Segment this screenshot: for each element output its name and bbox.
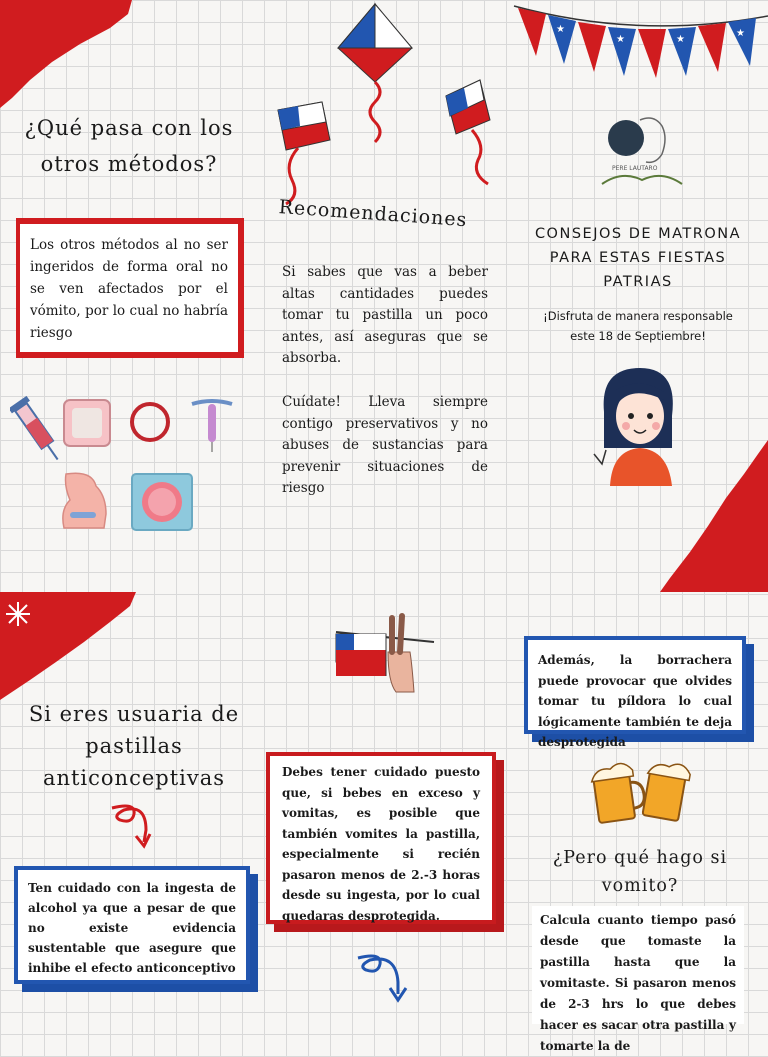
red-brush-splash-bottom-left (0, 592, 136, 702)
recomendaciones-heading: Recomendaciones (278, 196, 469, 232)
vomito-pastilla-text: Debes tener cuidado puesto que, si bebes en exceso y vomitas, es posible que también vomites la pastilla, especialmente si recién pasaron menos de 2.-3 horas desde su ingesta, por lo cual quedaras desprotegida. (282, 765, 480, 923)
svg-text:★: ★ (736, 28, 745, 39)
pastillas-warning-text: Ten cuidado con la ingesta de alcohol ya que a pesar de que no existe evidencia sustentable que asegure que inhibe el efecto anticonceptivo (28, 881, 236, 975)
otros-metodos-box (16, 218, 244, 358)
vaginal-ring-icon (128, 400, 172, 444)
implant-arm-icon (56, 470, 116, 532)
recomendaciones-paragraph-1: Si sabes que vas a beber altas cantidades puedes tomar tu pastilla un poco antes, así aseguras que se absorba. (282, 264, 488, 366)
recomendaciones-paragraph-2: Cuídate! Lleva siempre contigo preservativos y no abuses de sustancias para prevenir situaciones de riesgo (282, 394, 488, 496)
svg-text:★: ★ (676, 34, 685, 45)
red-brush-splash-top-left (0, 0, 140, 110)
section-heading-pastillas: Si eres usuaria de pastillas anticonceptivas (28, 702, 240, 790)
chile-flag-hand-icon (330, 612, 440, 698)
pero-que-hago-box (532, 906, 744, 1053)
pero-que-hago-heading: ¿Pero qué hago si vomito? (552, 848, 728, 896)
section-heading-otros-metodos: ¿Qué pasa con los otros métodos? (24, 116, 234, 176)
borrachera-box (524, 636, 746, 749)
bunting-flags-icon (512, 0, 768, 90)
curly-arrow-icon (352, 950, 412, 1006)
borrachera-text: Además, la borrachera puede provocar que olvides tomar tu píldora lo cual lógicamente también te deja desprotegida (538, 653, 732, 749)
chile-kite-icon (268, 98, 338, 208)
iud-icon (188, 396, 236, 454)
woman-avatar-icon (590, 362, 686, 486)
contraceptive-patch-icon (62, 398, 112, 448)
vomito-pastilla-box (266, 752, 496, 924)
svg-text:★: ★ (616, 34, 625, 45)
pero-que-hago-text: Calcula cuanto tiempo pasó desde que tomaste la pastilla hasta que la vomitaste. Si pasaron menos de 2-3 hrs lo que debes hacer es sacar otra pastilla y tomarte la de (540, 913, 736, 1053)
beer-mugs-icon (590, 756, 694, 826)
brochure-title: CONSEJOS DE MATRONA PARA ESTAS FIESTAS PATRIAS (534, 226, 742, 290)
pastillas-warning-box (14, 866, 250, 984)
sparkle-icon (6, 602, 30, 626)
brochure-subtitle: ¡Disfruta de manera responsable este 18 de Septiembre! (543, 309, 733, 343)
pere-lautaro-logo (596, 104, 686, 196)
chile-kite-icon (440, 76, 510, 186)
svg-text:PERE LAUTARO: PERE LAUTARO (612, 165, 658, 172)
curly-arrow-icon (106, 800, 156, 852)
svg-text:★: ★ (556, 24, 565, 35)
condom-icon (130, 472, 194, 532)
chile-kite-icon (330, 0, 420, 150)
otros-metodos-text: Los otros métodos al no ser ingeridos de forma oral no se ven afectados por el vómito, por lo cual no habría riesgo (30, 237, 228, 341)
syringe-icon (10, 390, 64, 470)
